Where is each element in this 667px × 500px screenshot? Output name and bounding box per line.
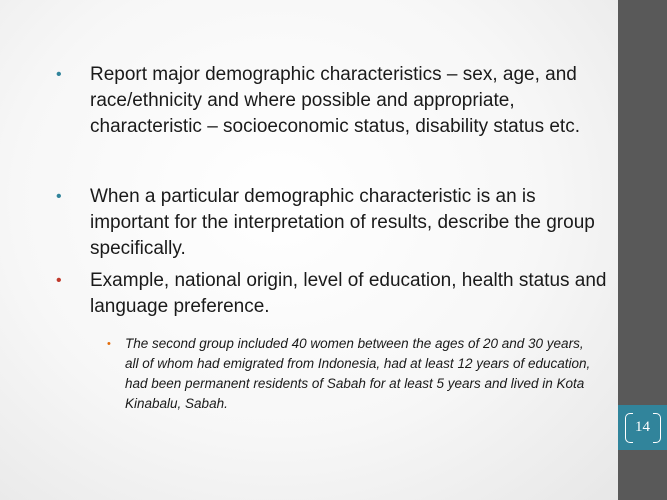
bullet-text: When a particular demographic characteristic is an is important for the interpretation of results, describe the group specifically. xyxy=(90,186,595,259)
bullet-example xyxy=(56,268,610,320)
sub-bullet-text: The second group included 40 women between the ages of 20 and 30 years, all of whom had emigrated from Indonesia, had at least 12 years of education, had been permanent residents of Sabah for at least 5 years and lived in Kota Kinabalu, Sabah. xyxy=(125,336,591,411)
bullet-marker: • xyxy=(56,188,62,205)
sub-bullet-example-quote xyxy=(107,334,595,414)
bullet-specific-group xyxy=(56,184,610,262)
bullet-text: Report major demographic characteristics – sex, age, and race/ethnicity and where possible and appropriate, characteristic – socioeconomic status, disability status etc. xyxy=(90,64,580,137)
page-number-badge xyxy=(618,405,667,450)
bullet-demographics xyxy=(56,62,610,140)
bullet-text: Example, national origin, level of education, health status and language preference. xyxy=(90,270,607,317)
bullet-marker: • xyxy=(56,66,62,83)
page-number: 14 xyxy=(625,411,661,445)
bullet-marker: • xyxy=(56,272,62,289)
sub-bullet-marker: • xyxy=(107,338,111,350)
